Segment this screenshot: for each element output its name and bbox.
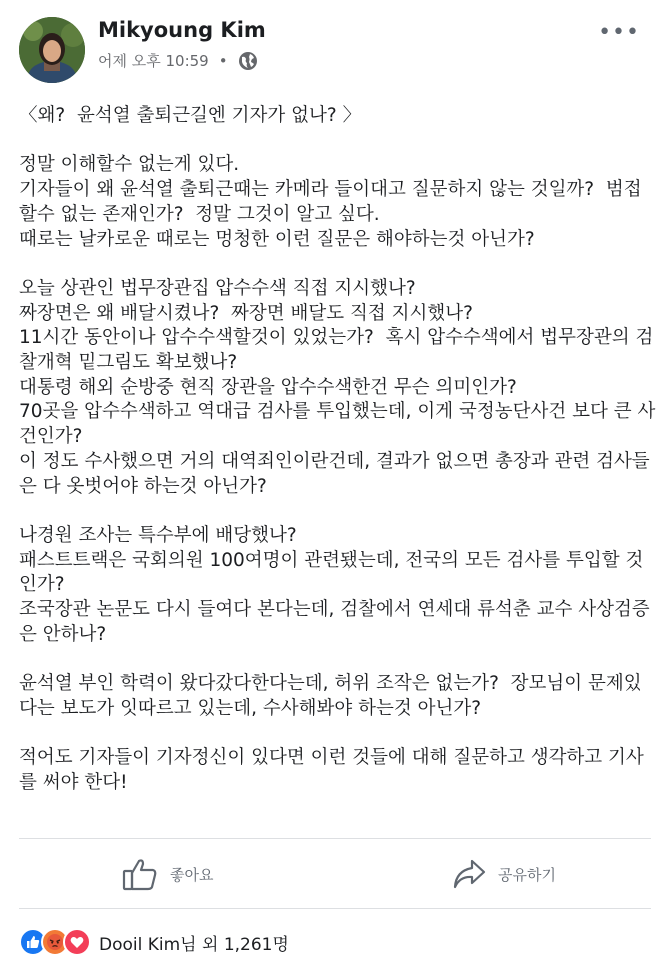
post-paragraph: 윤석열 부인 학력이 왔다갔다한다는데, 허위 조작은 없는가? 장모님이 문제있다는 보도가 잇따르고 있는데, 수사해봐야 하는것 아닌가? bbox=[19, 673, 642, 719]
actions-bottom-divider bbox=[19, 908, 651, 909]
thumbs-up-icon bbox=[122, 857, 158, 891]
post-timestamp[interactable]: 어제 오후 10:59 bbox=[98, 52, 209, 70]
post-paragraph: 오늘 상관인 법무장관집 압수수색 직접 지시했나? 짜장면은 왜 배달시켰나? 짜장면 배달도 직접 지시했나? 11시간 동안이나 압수수색할것이 있었는가? 혹시 압수수색에서 법무장관의 검찰개혁 밑그림도 확보했나? 대통령 해외 순방중 현직 장관을 압수수색한건 무슨 의미인가? 70곳을 압수수색하고 역대급 검사를 투입했는데, 이게 국정농단사건 보다 큰 사건인가? 이 정도 수사했으면 거의 대역죄인이란건데, 결과가 없으면 총장과 관련 검사들은 다 옷벗어야 하는것 아닌가? bbox=[19, 277, 656, 497]
globe-icon bbox=[238, 51, 258, 71]
post-paragraph: 나경원 조사는 특수부에 배당했나? 패스트트랙은 국회의원 100여명이 관련됐는데, 전국의 모든 검사를 투입할 것인가? 조국장관 논문도 다시 들여다 본다는데, 검찰에서 연세대 류석춘 교수 사상검증은 안하나? bbox=[19, 524, 650, 645]
share-label: 공유하기 bbox=[498, 865, 556, 884]
post-actions-bar bbox=[0, 840, 670, 906]
post-body bbox=[19, 104, 659, 820]
post-paragraph: 정말 이해할수 없는게 있다. 기자들이 왜 윤석열 출퇴근때는 카메라 들이대고 질문하지 않는 것일까? 범접할수 없는 존재인가? 정말 그것이 알고 싶다. 때로는 날카로운 때로는 멍청한 이런 질문은 해야하는것 아닌가? bbox=[19, 154, 642, 250]
meta-separator: • bbox=[218, 51, 228, 70]
post-header bbox=[0, 0, 670, 100]
like-button[interactable] bbox=[122, 856, 213, 892]
share-button[interactable] bbox=[452, 856, 556, 892]
post-paragraph: 적어도 기자들이 기자정신이 있다면 이런 것들에 대해 질문하고 생각하고 기사를 써야 한다! bbox=[19, 747, 644, 793]
post-meta bbox=[98, 50, 258, 71]
like-label: 좋아요 bbox=[170, 865, 214, 884]
author-avatar[interactable] bbox=[19, 17, 85, 83]
love-reaction-icon bbox=[63, 928, 91, 956]
share-arrow-icon bbox=[452, 858, 486, 890]
more-options-button[interactable]: ••• bbox=[598, 20, 640, 45]
post-paragraph-title: 〈왜? 윤석열 출퇴근길엔 기자가 없나? 〉 bbox=[19, 105, 362, 126]
avatar-image bbox=[19, 17, 85, 83]
actions-top-divider bbox=[19, 838, 651, 839]
reaction-count-text: Dooil Kim님 외 1,261명 bbox=[99, 934, 289, 955]
author-name[interactable]: Mikyoung Kim bbox=[98, 18, 266, 42]
reactions-summary[interactable] bbox=[19, 928, 289, 956]
